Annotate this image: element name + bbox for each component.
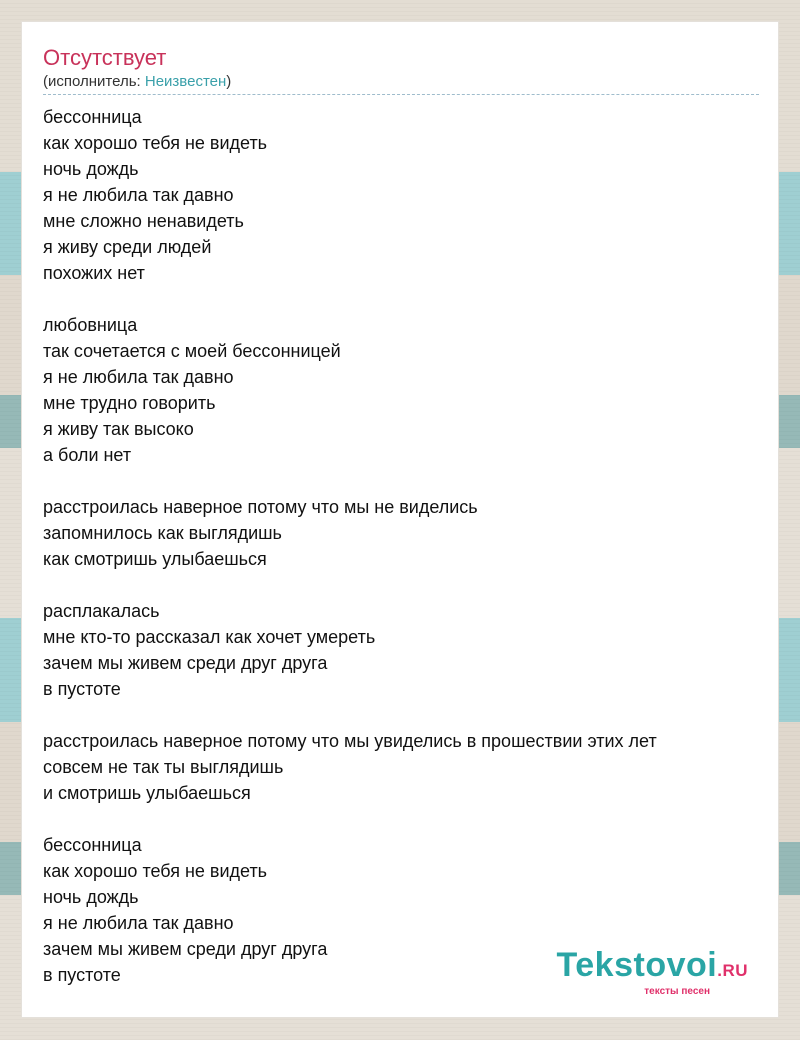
stanza-break [43, 702, 759, 728]
logo-tld: .RU [717, 961, 748, 980]
lyric-line: бессонница [43, 107, 142, 127]
lyric-line: ночь дождь [43, 887, 139, 907]
artist-link[interactable]: Неизвестен [144, 73, 227, 90]
lyric-line: в пустоте [43, 965, 121, 985]
site-logo[interactable] [557, 948, 748, 997]
lyric-line: зачем мы живем среди друг друга [43, 939, 328, 959]
lyric-line: и смотришь улыбаешься [43, 783, 251, 803]
lyric-line: любовница [43, 315, 138, 335]
lyrics-body [43, 104, 759, 988]
lyric-line: похожих нет [43, 263, 145, 283]
lyric-line: ночь дождь [43, 159, 139, 179]
song-title: Отсутствует [43, 45, 167, 70]
logo-name: Tekstovoi [556, 946, 718, 984]
lyric-line: я не любила так давно [43, 185, 234, 205]
stanza-break [43, 806, 759, 832]
lyric-line: мне кто-то рассказал как хочет умереть [43, 627, 376, 647]
lyric-line: мне трудно говорить [43, 393, 216, 413]
lyrics-card [21, 21, 779, 1018]
lyric-line: в пустоте [43, 679, 121, 699]
lyric-line: расплакалась [43, 601, 160, 621]
stanza-break [43, 468, 759, 494]
lyric-line: расстроилась наверное потому что мы увиделись в прошествии этих лет [43, 731, 657, 751]
artist-line [43, 72, 759, 92]
lyric-line: расстроилась наверное потому что мы не виделись [43, 497, 478, 517]
lyric-line: как смотришь улыбаешься [43, 549, 267, 569]
lyric-line: я живу так высоко [43, 419, 194, 439]
lyric-line: я не любила так давно [43, 913, 234, 933]
lyric-line: я живу среди людей [43, 237, 212, 257]
lyric-line: бессонница [43, 835, 142, 855]
logo-tagline: тексты песен [644, 986, 710, 997]
lyric-line: зачем мы живем среди друг друга [43, 653, 328, 673]
lyric-line: а боли нет [43, 445, 132, 465]
song-header [43, 44, 759, 95]
lyric-line: запомнилось как выглядишь [43, 523, 282, 543]
lyric-line: как хорошо тебя не видеть [43, 133, 268, 153]
artist-suffix: ) [226, 73, 232, 90]
lyric-line: совсем не так ты выглядишь [43, 757, 284, 777]
lyric-line: мне сложно ненавидеть [43, 211, 244, 231]
lyric-line: так сочетается с моей бессонницей [43, 341, 341, 361]
lyric-line: как хорошо тебя не видеть [43, 861, 268, 881]
stanza-break [43, 572, 759, 598]
lyric-line: я не любила так давно [43, 367, 234, 387]
stanza-break [43, 286, 759, 312]
artist-prefix: (исполнитель: [43, 73, 145, 90]
